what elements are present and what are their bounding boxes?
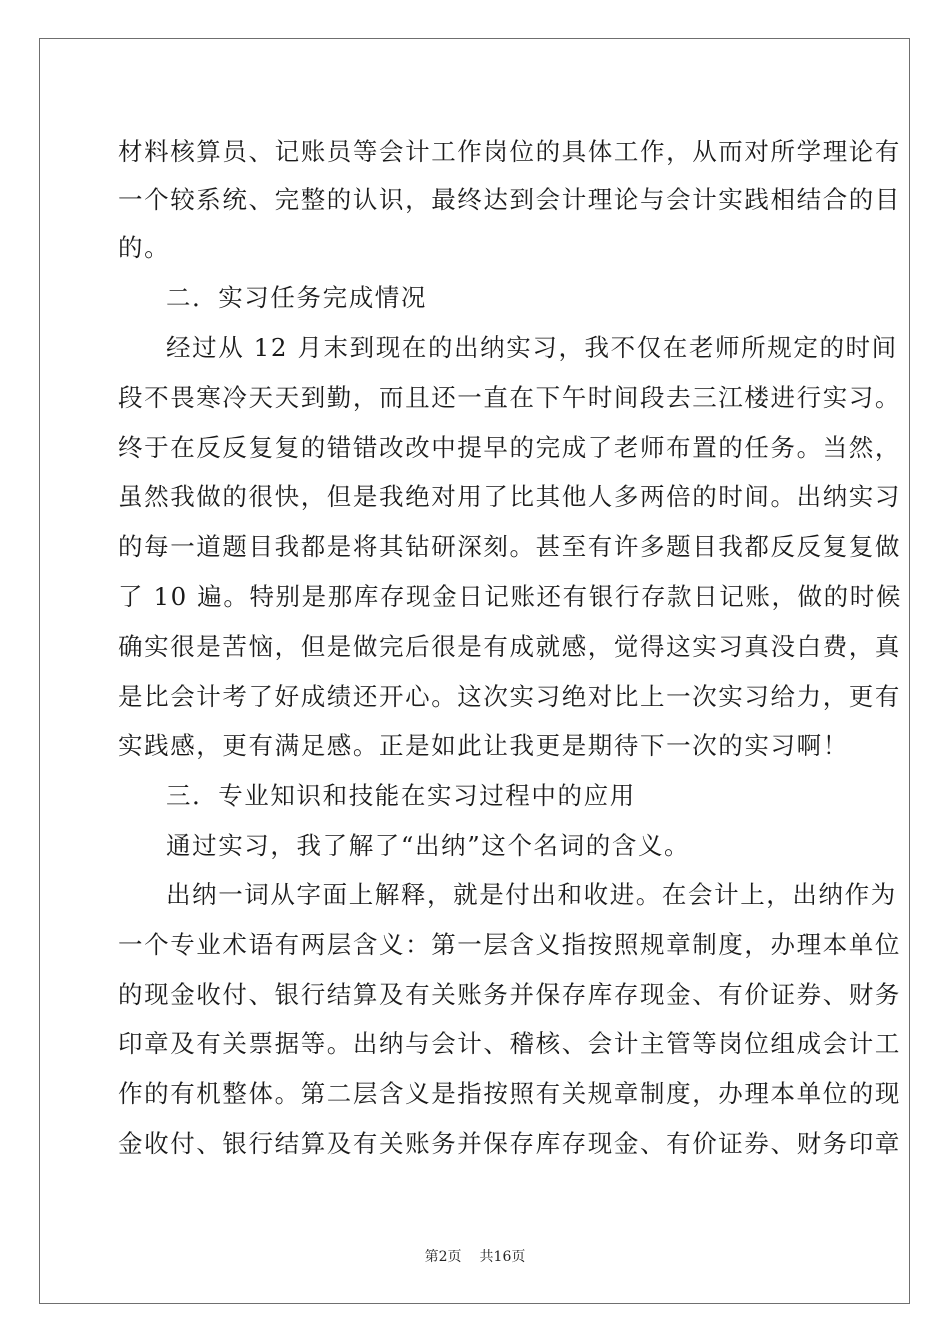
text-line: 印章及有关票据等。出纳与会计、稽核、会计主管等岗位组成会计工	[118, 1029, 901, 1058]
text-line: 确实很是苦恼，但是做完后很是有成就感，觉得这实习真没白费，真	[118, 632, 901, 661]
section-heading: 二．实习任务完成情况	[166, 283, 427, 312]
text-line: 的现金收付、银行结算及有关账务并保存库存现金、有价证券、财务	[118, 980, 901, 1009]
text-line: 一个专业术语有两层含义：第一层含义指按照规章制度，办理本单位	[118, 930, 901, 959]
text-line: 材料核算员、记账员等会计工作岗位的具体工作，从而对所学理论有	[118, 137, 901, 166]
section-heading: 三．专业知识和技能在实习过程中的应用	[166, 781, 636, 810]
text-line: 的。	[118, 233, 171, 262]
page-footer	[0, 1246, 950, 1266]
text-line: 出纳一词从字面上解释，就是付出和收进。在会计上，出纳作为	[166, 880, 897, 909]
page-number: 第2页	[424, 1249, 462, 1265]
text-line: 作的有机整体。第二层含义是指按照有关规章制度，办理本单位的现	[118, 1079, 901, 1108]
text-line: 的每一道题目我都是将其钻研深刻。甚至有许多题目我都反反复复做	[118, 532, 901, 561]
page-total: 共16页	[479, 1249, 526, 1265]
text-line: 终于在反反复复的错错改改中提早的完成了老师布置的任务。当然，	[118, 433, 901, 462]
text-line: 实践感，更有满足感。正是如此让我更是期待下一次的实习啊！	[118, 731, 849, 760]
text-line: 一个较系统、完整的认识，最终达到会计理论与会计实践相结合的目	[118, 185, 901, 214]
text-line: 了 10 遍。特别是那库存现金日记账还有银行存款日记账，做的时候	[118, 582, 902, 611]
text-line: 通过实习，我了解了“出纳”这个名词的含义。	[166, 831, 691, 860]
text-line: 是比会计考了好成绩还开心。这次实习绝对比上一次实习给力，更有	[118, 682, 901, 711]
text-line: 段不畏寒冷天天到勤，而且还一直在下午时间段去三江楼进行实习。	[118, 383, 901, 412]
page-border	[39, 38, 910, 1304]
text-line: 虽然我做的很快，但是我绝对用了比其他人多两倍的时间。出纳实习	[118, 482, 901, 511]
text-line: 金收付、银行结算及有关账务并保存库存现金、有价证券、财务印章	[118, 1129, 901, 1158]
text-line: 经过从 12 月末到现在的出纳实习，我不仅在老师所规定的时间	[166, 333, 898, 362]
